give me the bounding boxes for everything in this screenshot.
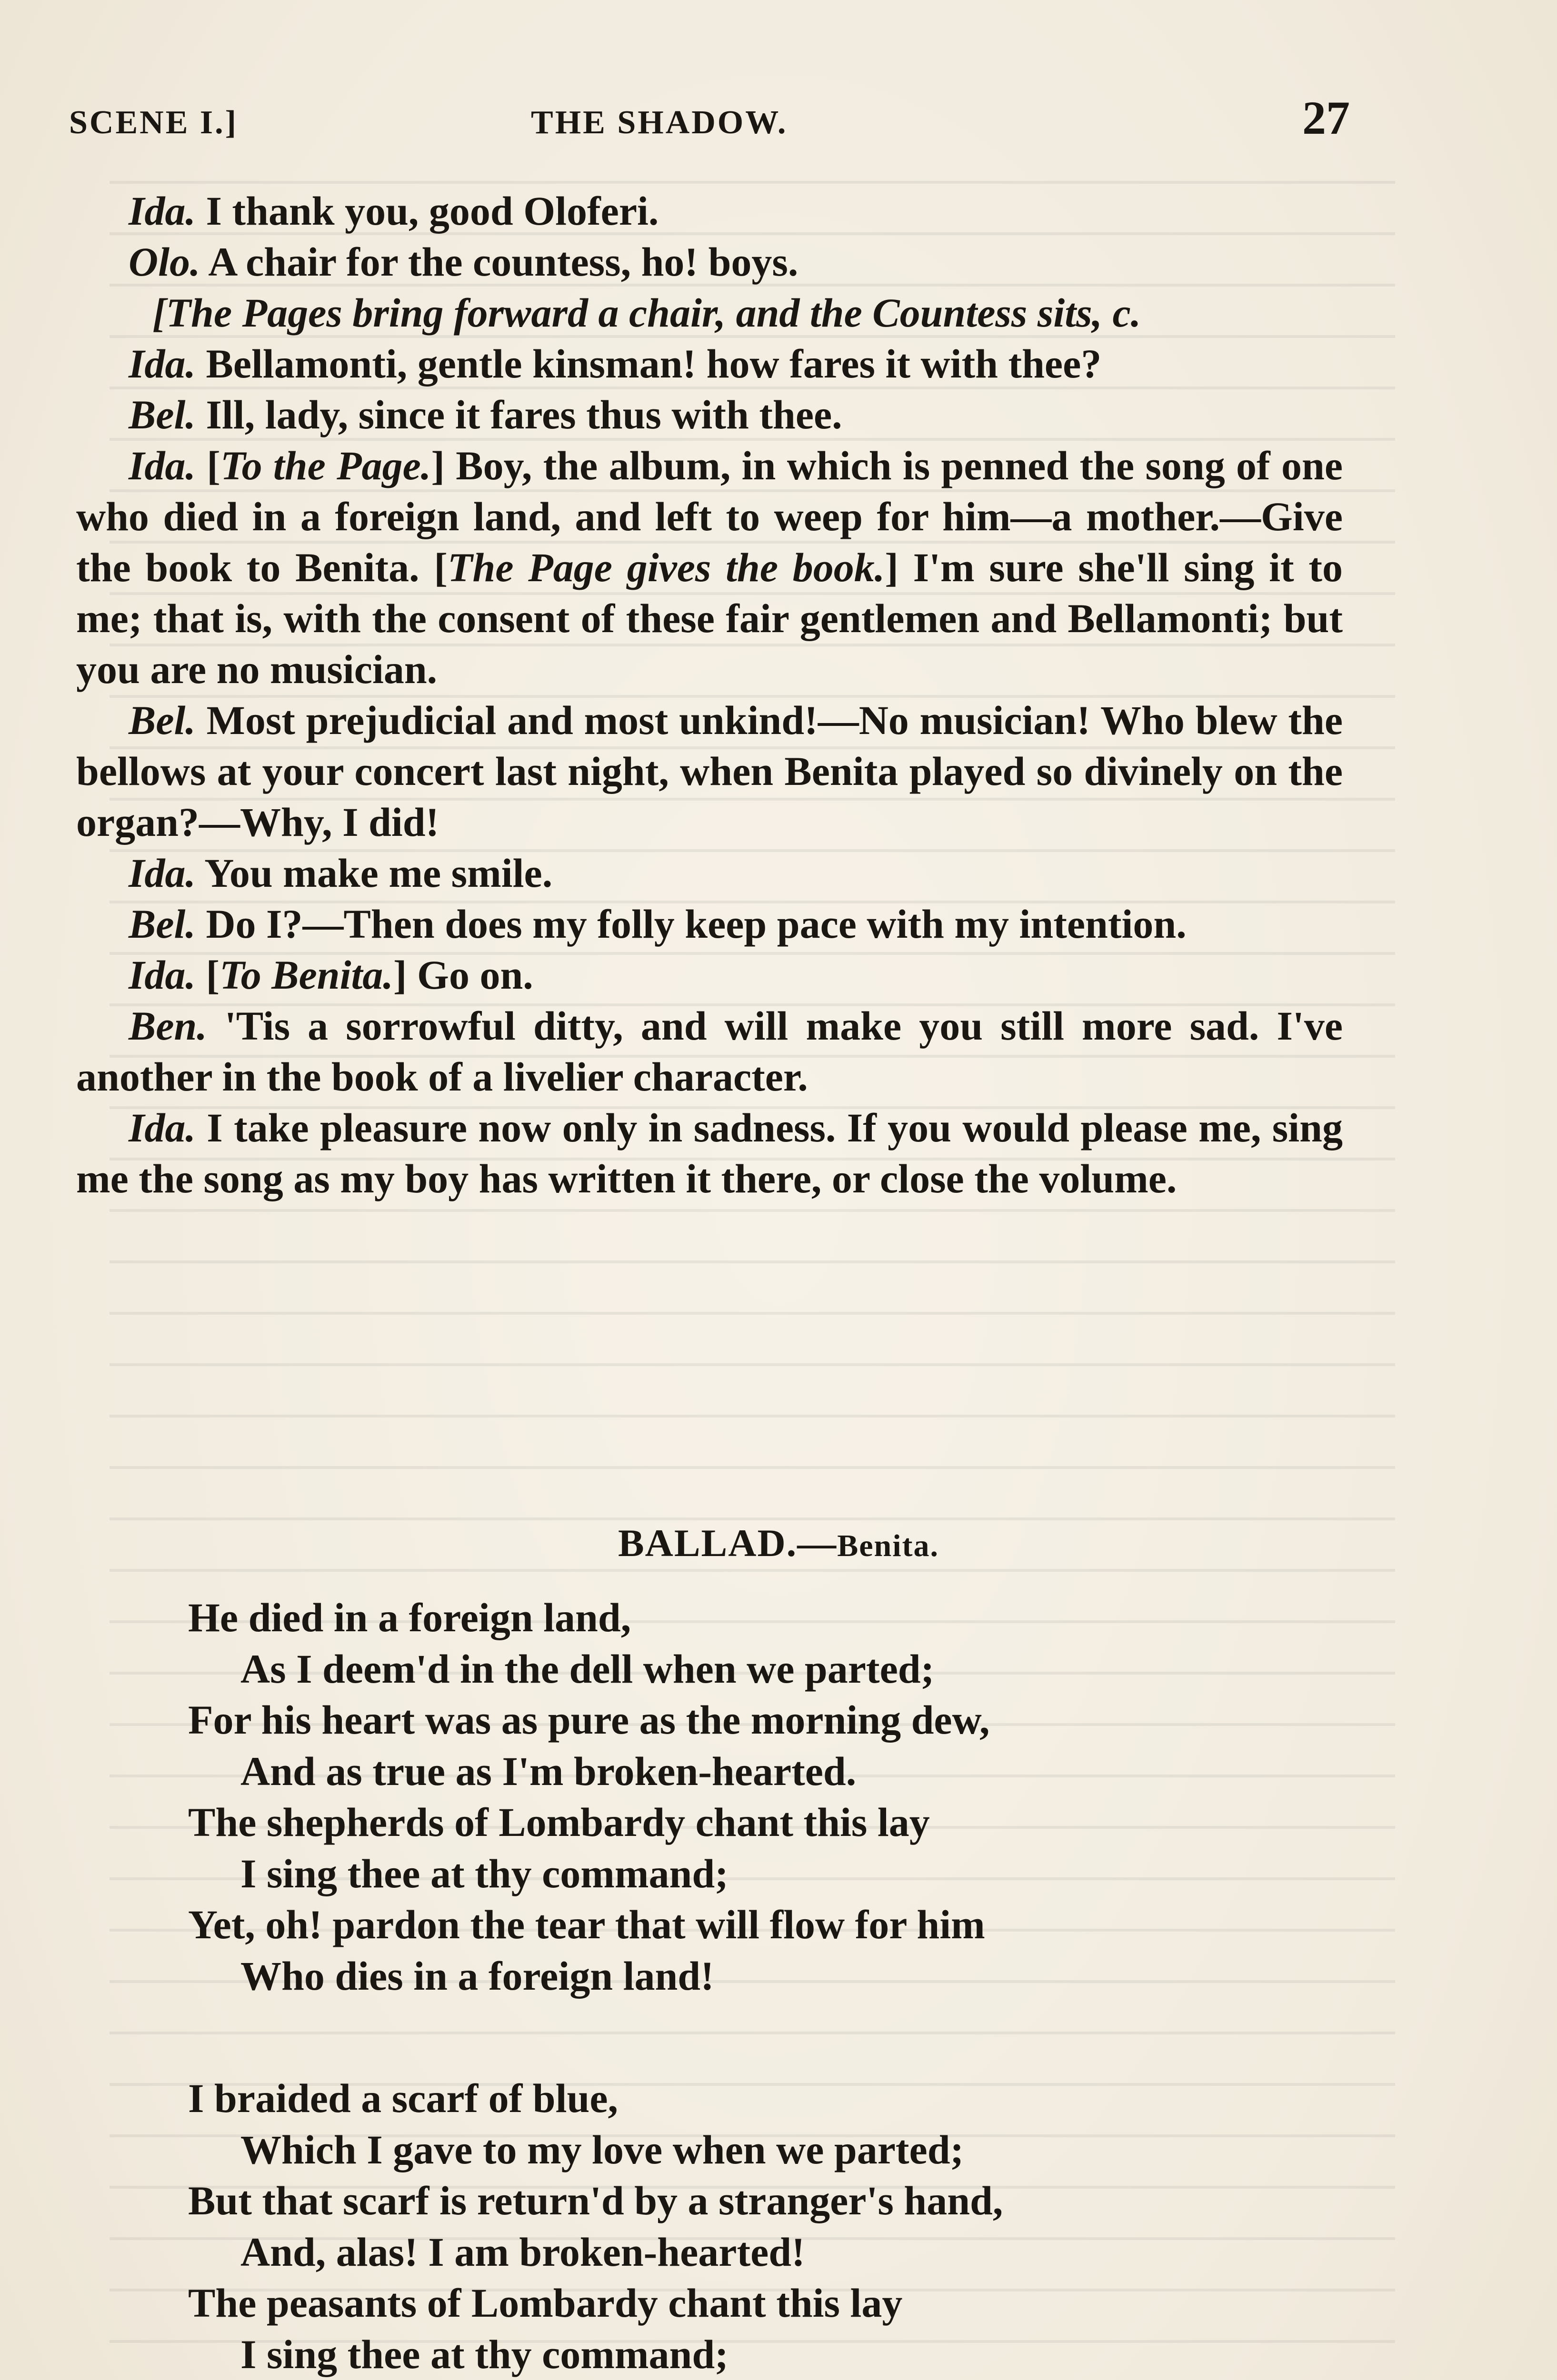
running-title: THE SHADOW. — [531, 104, 788, 141]
verse-line: For his heart was as pure as the morning dew, — [188, 1697, 990, 1743]
speaker-name: Ida. — [129, 850, 196, 896]
dialogue-body — [76, 186, 1343, 1204]
speech: ] Go on. — [393, 952, 533, 998]
speech: Ill, lady, since it fares thus with thee. — [195, 392, 842, 437]
speech: ] Boy, the album, in which is penned the song of one who died in a foreign land, and left to weep for him—a mother.—Give the book to Benita. [ — [76, 443, 1343, 590]
speaker-name: Bel. — [129, 697, 196, 743]
verse-line: The shepherds of Lombardy chant this lay — [188, 1799, 930, 1845]
ballad-heading — [0, 1521, 1557, 1566]
speech: ] I'm sure she'll sing it to me; that is, with the consent of these fair gentlemen and Bellamonti; but you are no musician. — [76, 545, 1343, 692]
speech: [ — [195, 952, 220, 998]
verse-line: As I deem'd in the dell when we parted; — [240, 1646, 935, 1692]
speech: You make me smile. — [195, 850, 553, 896]
speech: 'Tis a sorrowful ditty, and will make you still more sad. I've another in the book of a livelier character. — [76, 1003, 1343, 1100]
speech: Do I?—Then does my folly keep pace with my intention. — [195, 901, 1187, 947]
dialogue-line — [76, 186, 1343, 237]
speech: I take pleasure now only in sadness. If you would please me, sing me the song as my boy has written it there, or close the volume. — [76, 1105, 1343, 1201]
inline-direction: To the Page. — [220, 443, 431, 488]
dialogue-line — [76, 389, 1343, 440]
speaker-name: Ida. — [129, 1105, 196, 1150]
speech: [ — [195, 443, 220, 488]
speaker-name: Ida. — [129, 443, 196, 488]
verse-line: Yet, oh! pardon the tear that will flow for him — [188, 1902, 985, 1947]
speech: Bellamonti, gentle kinsman! how fares it with thee? — [195, 341, 1102, 387]
verse-line: I sing thee at thy command; — [240, 2331, 729, 2377]
verse-line: Which I gave to my love when we parted; — [240, 2126, 964, 2172]
verse-line: And, alas! I am broken-hearted! — [240, 2229, 805, 2275]
dialogue-line — [76, 440, 1343, 695]
dialogue-line — [76, 338, 1343, 389]
dialogue-line — [76, 899, 1343, 950]
verse-line: Who dies in a foreign land! — [240, 1953, 714, 1999]
speaker-name: Ida. — [129, 952, 196, 998]
verse-line: The peasants of Lombardy chant this lay — [188, 2280, 903, 2326]
dialogue-line — [76, 695, 1343, 848]
dialogue-line — [76, 237, 1343, 288]
stanza-2 — [188, 2073, 1378, 2380]
verse-line: I braided a scarf of blue, — [188, 2075, 618, 2121]
verse-line: I sing thee at thy command; — [240, 1850, 729, 1896]
speaker-name: Bel. — [129, 392, 196, 437]
page-number: 27 — [1302, 91, 1350, 144]
verse-line: He died in a foreign land, — [188, 1595, 631, 1640]
dialogue-line — [76, 1102, 1343, 1204]
speaker-name: Ben. — [129, 1003, 207, 1049]
inline-direction: The Page gives the book. — [447, 545, 885, 590]
running-header — [69, 90, 1350, 157]
dialogue-line — [76, 848, 1343, 899]
stage-direction: [The Pages bring forward a chair, and the Countess sits, c. — [152, 290, 1141, 336]
scene-label: SCENE I.] — [69, 104, 238, 141]
speech: A chair for the countess, ho! boys. — [200, 239, 798, 285]
speech: Most prejudicial and most unkind!—No musician! Who blew the bellows at your concert last night, when Benita played so divinely on the organ?—Why, I did! — [76, 697, 1343, 845]
dialogue-line — [76, 1001, 1343, 1102]
inline-direction: To Benita. — [220, 952, 393, 998]
ballad-title: BALLAD.— — [618, 1521, 838, 1565]
speaker-name: Olo. — [129, 239, 200, 285]
verse-line: And as true as I'm broken-hearted. — [240, 1748, 857, 1794]
dialogue-line — [76, 950, 1343, 1001]
speaker-name: Bel. — [129, 901, 196, 947]
speaker-name: Ida. — [129, 341, 196, 387]
verse-line: But that scarf is return'd by a stranger's hand, — [188, 2178, 1003, 2223]
speech: I thank you, good Oloferi. — [195, 188, 659, 234]
stanza-1 — [188, 1592, 1378, 2002]
ballad-singer: Benita. — [837, 1528, 939, 1563]
speaker-name: Ida. — [129, 188, 196, 234]
